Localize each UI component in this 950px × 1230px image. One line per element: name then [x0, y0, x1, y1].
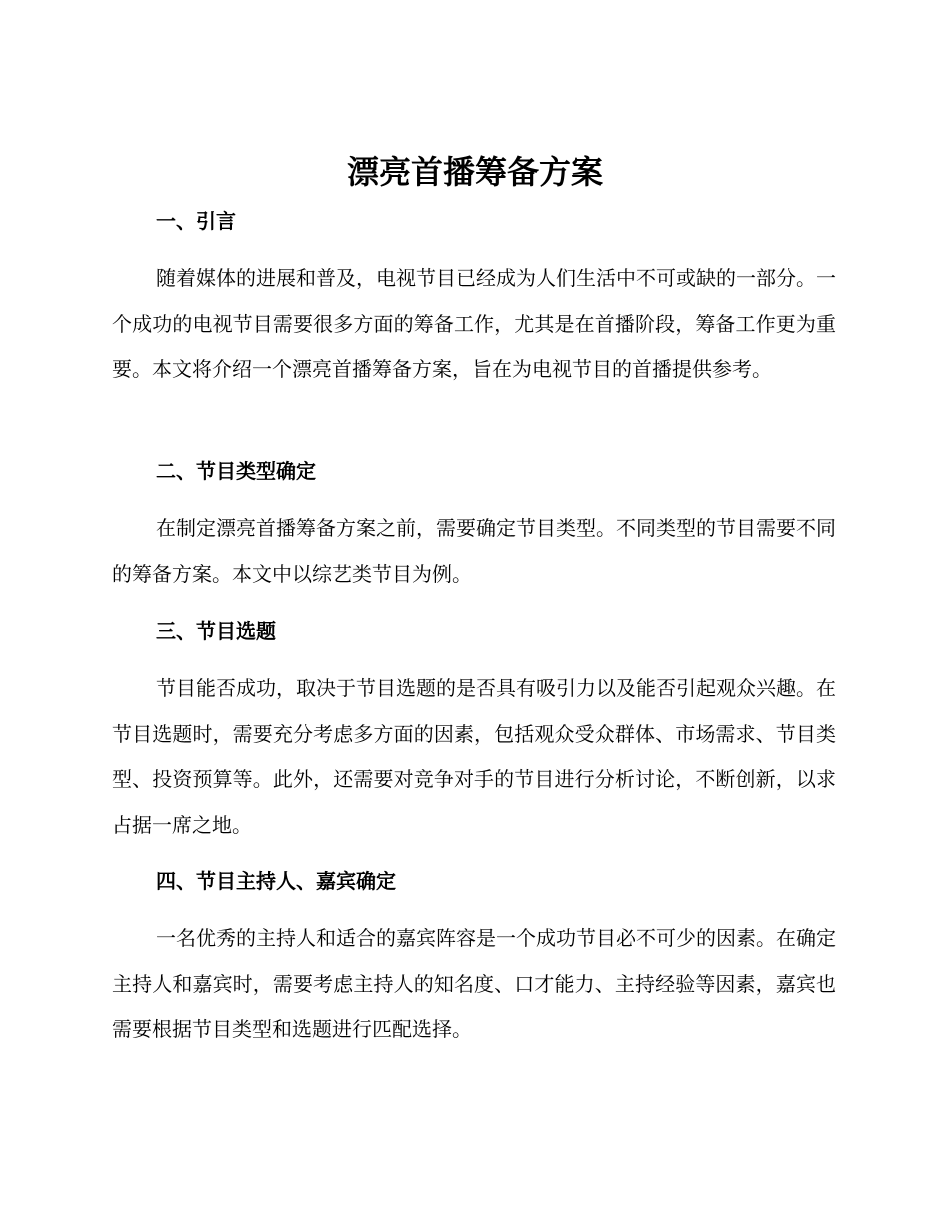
section-paragraph-program-type: 在制定漂亮首播筹备方案之前，需要确定节目类型。不同类型的节目需要不同的筹备方案。本文中以综艺类节目为例。	[112, 516, 836, 586]
section-heading-program-topic: 三、节目选题	[156, 619, 276, 643]
section-heading-introduction: 一、引言	[156, 209, 236, 233]
section-paragraph-program-topic: 节目能否成功，取决于节目选题的是否具有吸引力以及能否引起观众兴趣。在节目选题时，需要充分考虑多方面的因素，包括观众受众群体、市场需求、节目类型、投资预算等。此外，还需要对竞争对手的节目进行分析讨论，不断创新，以求占据一席之地。	[112, 676, 836, 837]
section-heading-program-type: 二、节目类型确定	[156, 459, 316, 483]
section-heading-host-guests: 四、节目主持人、嘉宾确定	[156, 869, 396, 893]
section-paragraph-introduction: 随着媒体的进展和普及，电视节目已经成为人们生活中不可或缺的一部分。一个成功的电视节目需要很多方面的筹备工作，尤其是在首播阶段，筹备工作更为重要。本文将介绍一个漂亮首播筹备方案，旨在为电视节目的首播提供参考。	[112, 266, 836, 381]
section-paragraph-host-guests: 一名优秀的主持人和适合的嘉宾阵容是一个成功节目必不可少的因素。在确定主持人和嘉宾时，需要考虑主持人的知名度、口才能力、主持经验等因素，嘉宾也需要根据节目类型和选题进行匹配选择。	[112, 926, 836, 1041]
document-title: 漂亮首播筹备方案	[346, 153, 603, 191]
